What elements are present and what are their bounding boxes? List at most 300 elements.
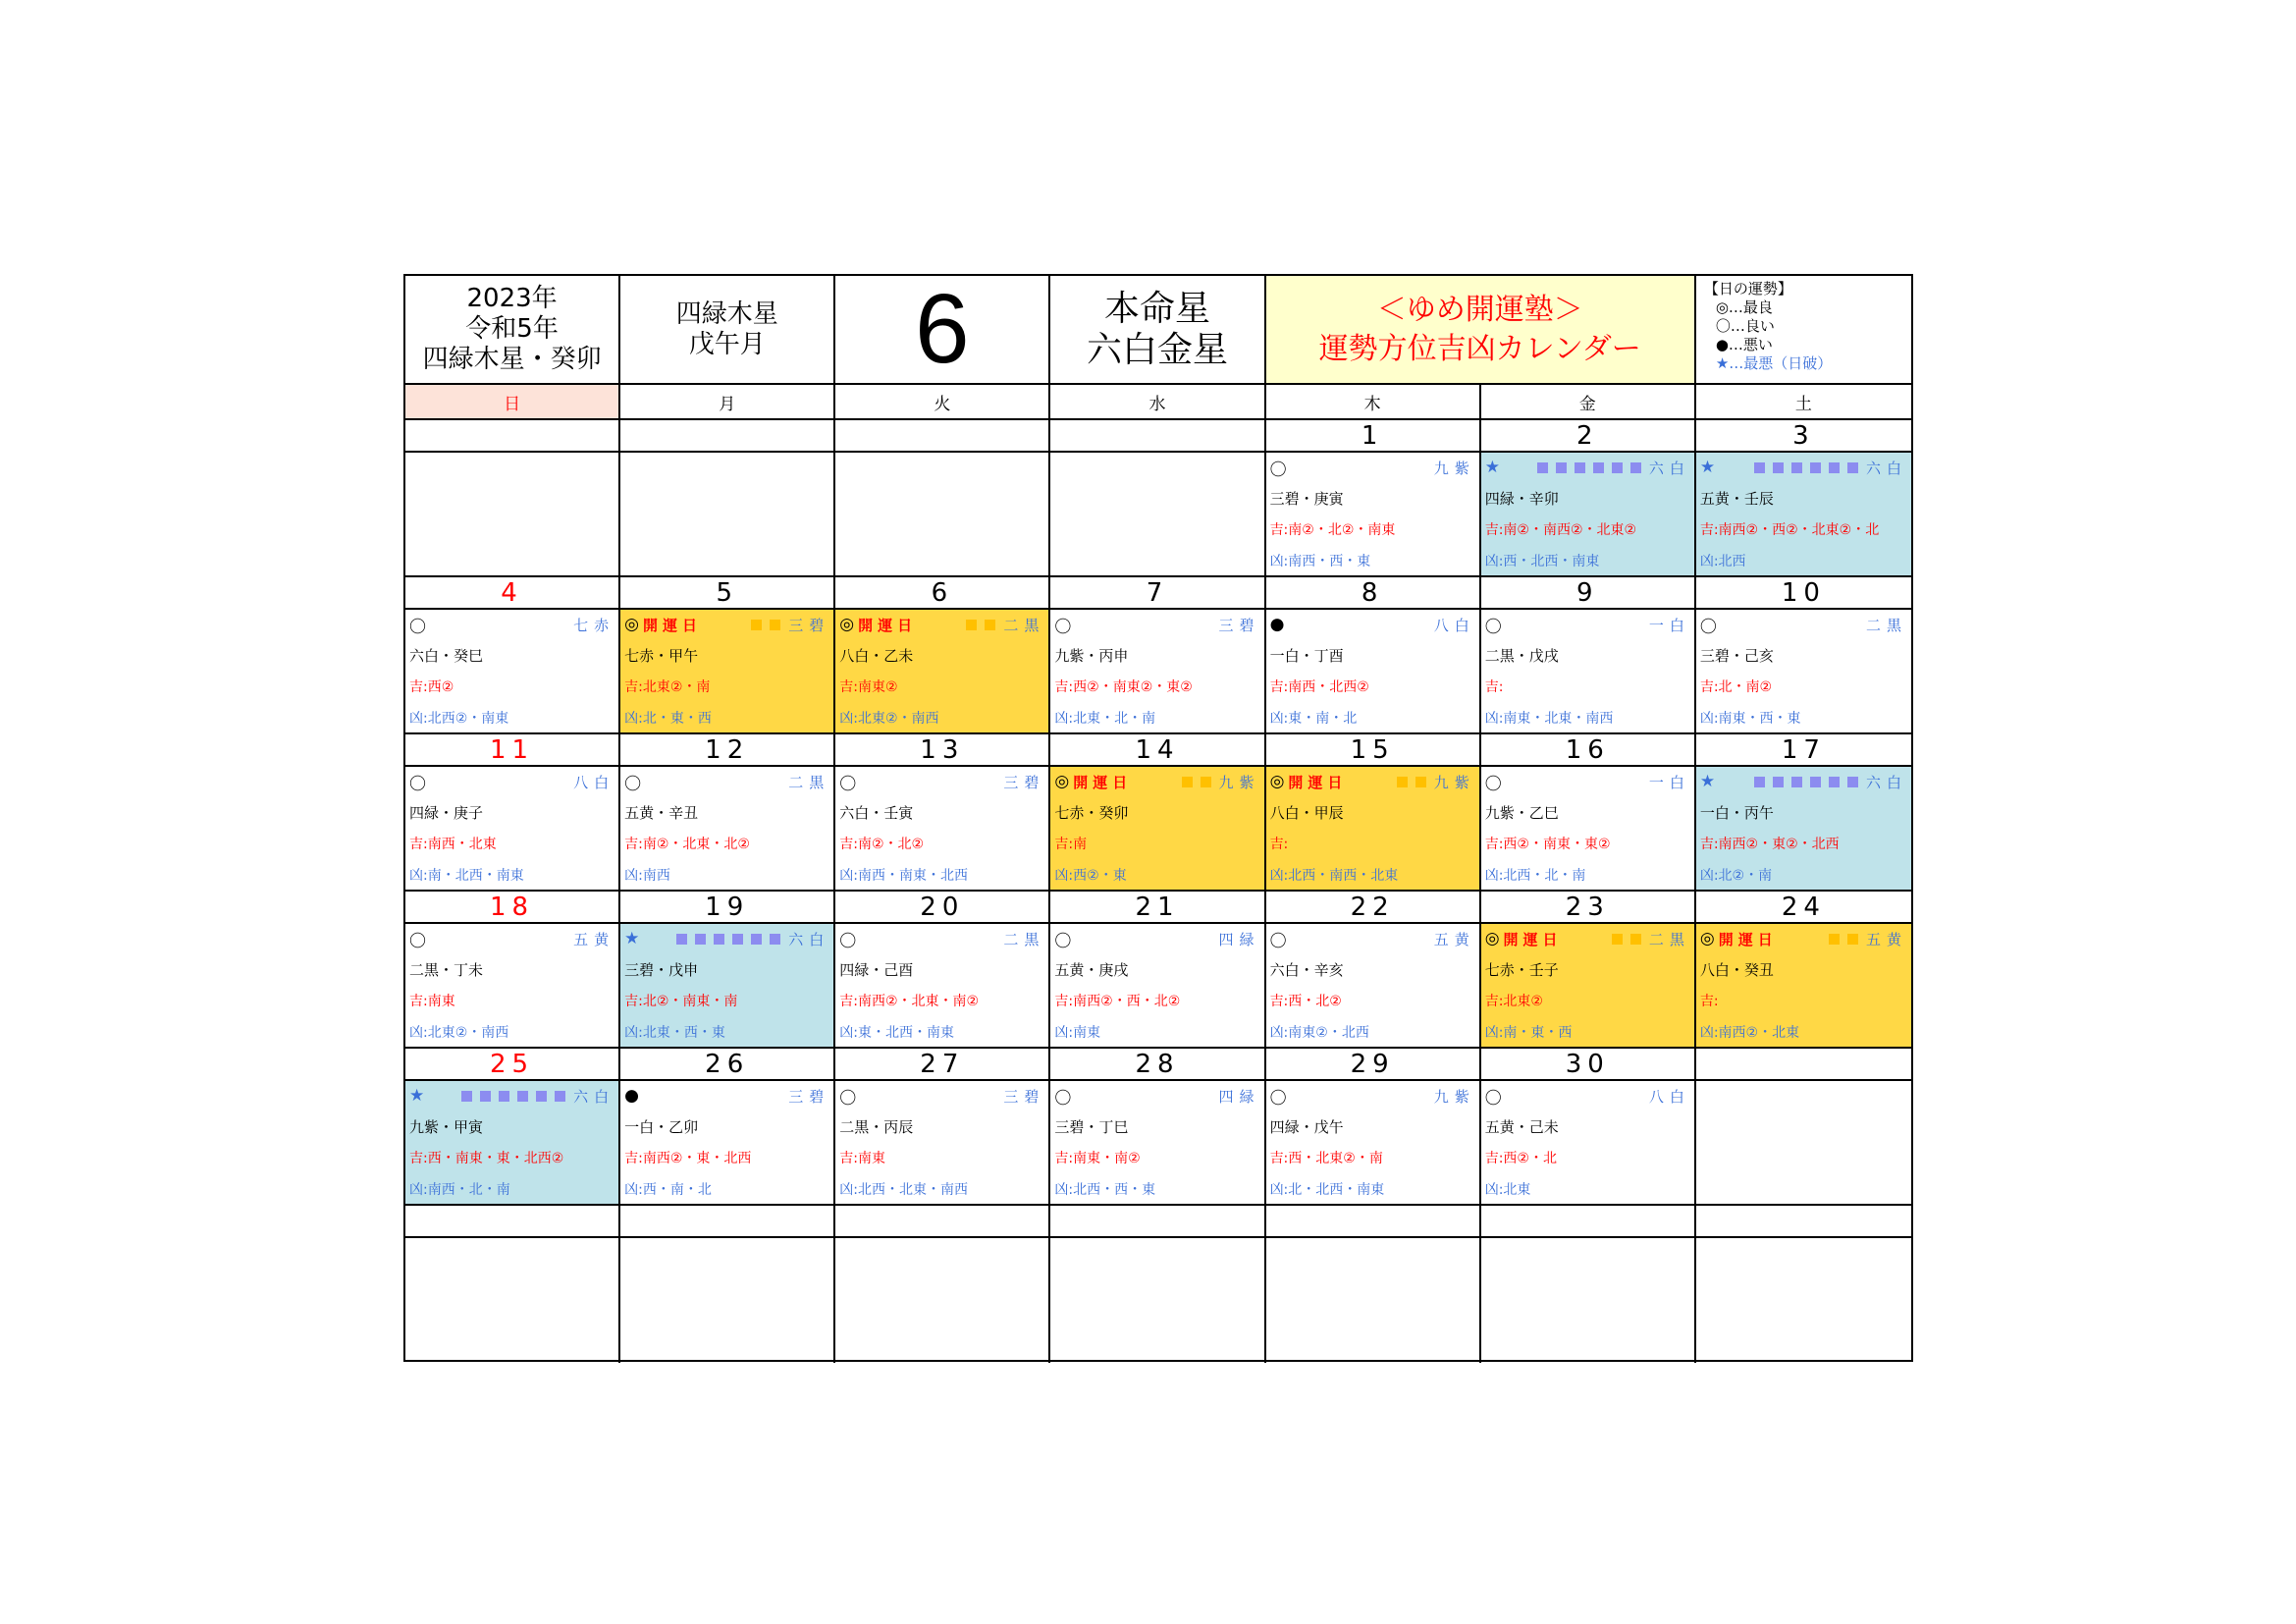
day-stem: 一白・丙午 (1699, 804, 1774, 822)
lucky-directions: 吉:南東 (409, 994, 455, 1009)
day-status-row (1700, 928, 1907, 949)
fortune-mark: 〇 (1054, 617, 1072, 637)
square-icon (1810, 777, 1821, 787)
day-cell[interactable] (620, 1081, 835, 1206)
fortune-mark: ● (624, 1086, 639, 1106)
empty-day-cell (1696, 1081, 1911, 1206)
date-number (1050, 1206, 1265, 1238)
day-status-row (839, 928, 1044, 949)
day-status-row (624, 771, 829, 792)
day-cell[interactable] (1481, 1081, 1696, 1206)
day-stem: 一白・丁酉 (1269, 647, 1344, 665)
square-icon (1754, 777, 1765, 787)
day-cell[interactable] (620, 610, 835, 734)
day-star: 六白 (788, 930, 830, 948)
legend-worst: ★…最悪（日破） (1715, 354, 1833, 372)
date-number: 14 (1050, 734, 1265, 767)
day-stem: 四緑・辛卯 (1484, 490, 1559, 508)
day-cell[interactable] (620, 924, 835, 1049)
day-star: 二黒 (1648, 930, 1690, 948)
day-cell[interactable] (1696, 767, 1911, 892)
day-status-row (1054, 1085, 1259, 1107)
unlucky-directions: 凶:北・北西・南東 (1269, 1182, 1385, 1198)
date-number: 2 (1481, 420, 1696, 453)
square-icon (1810, 462, 1821, 473)
date-number: 7 (1050, 577, 1265, 610)
day-star: 三碧 (788, 616, 830, 634)
fortune-mark: 〇 (1484, 617, 1502, 637)
date-number (1481, 1206, 1696, 1238)
day-stem: 三碧・庚寅 (1269, 490, 1344, 508)
day-cell[interactable] (1050, 1081, 1265, 1206)
lucky-directions: 吉:南西・北東 (409, 837, 497, 852)
empty-day-cell (620, 1238, 835, 1363)
lucky-directions: 吉:南 (1054, 837, 1088, 852)
fortune-mark: 〇 (409, 774, 426, 794)
day-status-row (1054, 614, 1259, 635)
square-icon (1847, 934, 1858, 945)
day-cell[interactable] (1481, 453, 1696, 577)
unlucky-directions: 凶:北西②・南東 (409, 711, 509, 727)
unlucky-directions: 凶:北西・南西・北東 (1269, 868, 1399, 884)
day-stem: 二黒・丁未 (409, 961, 484, 979)
nippa-squares (461, 1091, 565, 1102)
calendar-title (1266, 276, 1696, 385)
date-number (405, 420, 620, 453)
day-cell[interactable] (835, 1081, 1050, 1206)
day-star: 八白 (573, 773, 615, 791)
day-cell[interactable] (1050, 924, 1265, 1049)
lucky-directions: 吉: (1699, 994, 1719, 1009)
date-number: 22 (1266, 892, 1481, 924)
unlucky-directions: 凶:北西・北・南 (1484, 868, 1586, 884)
fortune-mark: 〇 (1054, 931, 1072, 951)
honmei-star: 六白金星 (1086, 329, 1228, 370)
unlucky-directions: 凶:南東②・北西 (1269, 1025, 1369, 1041)
kaiun-squares (751, 620, 780, 630)
day-cell[interactable] (1050, 610, 1265, 734)
day-star: 二黒 (1003, 616, 1045, 634)
day-stem: 二黒・戊戌 (1484, 647, 1559, 665)
day-status-row (839, 614, 1044, 635)
lucky-directions: 吉:南西②・東②・北西 (1699, 837, 1840, 852)
square-icon (985, 620, 995, 630)
day-star: 四緑 (1218, 930, 1260, 948)
day-stem: 五黄・辛丑 (624, 804, 699, 822)
lucky-directions: 吉:西・南東・東・北西② (409, 1151, 564, 1166)
square-icon (1773, 777, 1784, 787)
fortune-mark: ◎ (1054, 772, 1070, 791)
date-number (1266, 1206, 1481, 1238)
day-star: 三碧 (1003, 1087, 1045, 1106)
day-stem: 七赤・甲午 (624, 647, 699, 665)
day-cell[interactable] (1266, 1081, 1481, 1206)
legend-title: 【日の運勢】 (1703, 280, 1792, 298)
fortune-mark: 〇 (839, 931, 857, 951)
day-stem: 六白・壬寅 (839, 804, 914, 822)
lucky-directions: 吉:北東② (1484, 994, 1543, 1009)
square-icon (499, 1091, 509, 1102)
day-stem: 九紫・甲寅 (409, 1118, 484, 1136)
lucky-directions: 吉:南東 (839, 1151, 885, 1166)
day-stem: 三碧・戊申 (624, 961, 699, 979)
empty-day-cell (620, 453, 835, 577)
day-stem: 七赤・癸卯 (1054, 804, 1129, 822)
day-status-row (409, 928, 614, 949)
date-number: 23 (1481, 892, 1696, 924)
date-number (835, 1206, 1050, 1238)
empty-day-cell (1696, 1238, 1911, 1363)
calendar-grid (403, 274, 1913, 1362)
day-status-row (624, 614, 829, 635)
lucky-directions: 吉:南②・北②・南東 (1269, 522, 1396, 538)
date-number: 4 (405, 577, 620, 610)
month-star-header (620, 276, 835, 385)
day-star: 一白 (1648, 616, 1690, 634)
square-icon (1182, 777, 1193, 787)
day-star: 二黒 (788, 773, 830, 791)
day-status-row (409, 771, 614, 792)
unlucky-directions: 凶:北東②・南西 (839, 711, 939, 727)
title-main: 運勢方位吉凶カレンダー (1318, 331, 1641, 366)
fortune-mark: 〇 (409, 617, 426, 637)
weekday-header: 水 (1050, 385, 1265, 420)
day-cell[interactable] (1266, 767, 1481, 892)
unlucky-directions: 凶:西・南・北 (624, 1182, 712, 1198)
date-number: 28 (1050, 1049, 1265, 1081)
square-icon (676, 934, 687, 945)
day-stem: 九紫・丙申 (1054, 647, 1129, 665)
day-star: 五黄 (1433, 930, 1475, 948)
day-status-row (1054, 928, 1259, 949)
fortune-mark: ● (1269, 615, 1285, 634)
day-stem: 四緑・戊午 (1269, 1118, 1344, 1136)
square-icon (1593, 462, 1604, 473)
lucky-directions: 吉: (1484, 679, 1504, 695)
day-status-row (839, 1085, 1044, 1107)
month-star-line: 四緑木星 (675, 298, 778, 329)
lucky-directions: 吉:北東②・南 (624, 679, 711, 695)
day-stem: 六白・癸巳 (409, 647, 484, 665)
fortune-mark: ★ (409, 1086, 425, 1106)
lucky-directions: 吉:西②・北 (1484, 1151, 1557, 1166)
day-stem: 四緑・己酉 (839, 961, 914, 979)
lucky-directions: 吉:南西②・西・北② (1054, 994, 1181, 1009)
lucky-directions: 吉:南西・北西② (1269, 679, 1369, 695)
day-status-row (839, 771, 1044, 792)
lucky-directions: 吉:南西②・北東・南② (839, 994, 980, 1009)
unlucky-directions: 凶:北東 (1484, 1182, 1531, 1198)
day-cell[interactable] (835, 767, 1050, 892)
unlucky-directions: 凶:北西・北東・南西 (839, 1182, 968, 1198)
square-icon (1829, 462, 1840, 473)
day-status-row (1270, 1085, 1475, 1107)
year-header (405, 276, 620, 385)
unlucky-directions: 凶:東・北西・南東 (839, 1025, 954, 1041)
square-icon (1791, 462, 1802, 473)
date-number: 12 (620, 734, 835, 767)
lucky-directions: 吉:南東② (839, 679, 898, 695)
unlucky-directions: 凶:南・東・西 (1484, 1025, 1573, 1041)
square-icon (1791, 777, 1802, 787)
date-number: 18 (405, 892, 620, 924)
fortune-mark: ◎ (1269, 772, 1285, 791)
nippa-squares (1537, 462, 1641, 473)
lucky-directions: 吉: (1269, 837, 1289, 852)
fortune-mark: ★ (1699, 458, 1716, 477)
date-number: 11 (405, 734, 620, 767)
square-icon (770, 934, 780, 945)
lucky-directions: 吉:西②・南東・東② (1484, 837, 1611, 852)
nippa-squares (676, 934, 780, 945)
unlucky-directions: 凶:南・北西・南東 (409, 868, 524, 884)
unlucky-directions: 凶:西・北西・南東 (1484, 554, 1600, 569)
fortune-mark: 〇 (1699, 617, 1717, 637)
fortune-mark: 〇 (1269, 1088, 1287, 1109)
day-status-row (1485, 457, 1690, 478)
day-star: 六白 (1648, 459, 1690, 477)
day-star: 四緑 (1218, 1087, 1260, 1106)
day-star: 六白 (1865, 459, 1907, 477)
lucky-directions: 吉:南②・南西②・北東② (1484, 522, 1637, 538)
day-star: 九紫 (1218, 773, 1260, 791)
fortune-mark: 〇 (624, 774, 642, 794)
unlucky-directions: 凶:北西・西・東 (1054, 1182, 1156, 1198)
day-star: 五黄 (573, 930, 615, 948)
day-status-row (409, 614, 614, 635)
day-cell[interactable] (1050, 767, 1265, 892)
kaiun-day-label: 開運日 (1073, 773, 1133, 791)
unlucky-directions: 凶:南西 (624, 868, 670, 884)
empty-day-cell (1050, 453, 1265, 577)
day-cell[interactable] (835, 924, 1050, 1049)
square-icon (1537, 462, 1548, 473)
kaiun-day-label: 開運日 (642, 616, 702, 634)
year-line: 2023年 (466, 284, 558, 313)
legend-best: ◎…最良 (1715, 298, 1773, 316)
square-icon (1397, 777, 1408, 787)
empty-day-cell (835, 453, 1050, 577)
day-status-row (409, 1085, 614, 1107)
day-stem: 七赤・壬子 (1484, 961, 1559, 979)
day-cell[interactable] (405, 610, 620, 734)
day-cell[interactable] (405, 924, 620, 1049)
square-icon (1847, 777, 1858, 787)
day-status-row (1270, 771, 1475, 792)
lucky-directions: 吉:南西②・東・北西 (624, 1151, 752, 1166)
date-number: 30 (1481, 1049, 1696, 1081)
weekday-header: 日 (405, 385, 620, 420)
title-brand: ＜ゆめ開運塾＞ (1376, 292, 1583, 327)
unlucky-directions: 凶:南西・西・東 (1269, 554, 1371, 569)
era-line: 令和5年 (465, 314, 559, 344)
day-cell[interactable] (1266, 610, 1481, 734)
date-number: 26 (620, 1049, 835, 1081)
square-icon (555, 1091, 565, 1102)
date-number: 13 (835, 734, 1050, 767)
legend (1696, 276, 1911, 385)
date-number: 8 (1266, 577, 1481, 610)
square-icon (1415, 777, 1426, 787)
lucky-directions: 吉:北②・南東・南 (624, 994, 738, 1009)
date-number (1696, 1049, 1911, 1081)
square-icon (1575, 462, 1585, 473)
unlucky-directions: 凶:西②・東 (1054, 868, 1127, 884)
date-number: 9 (1481, 577, 1696, 610)
day-stem: 三碧・己亥 (1699, 647, 1774, 665)
day-cell[interactable] (1481, 610, 1696, 734)
unlucky-directions: 凶:北②・南 (1699, 868, 1773, 884)
date-number: 19 (620, 892, 835, 924)
weekday-header: 月 (620, 385, 835, 420)
fortune-mark: 〇 (839, 1088, 857, 1109)
date-number: 6 (835, 577, 1050, 610)
weekday-header: 金 (1481, 385, 1696, 420)
day-star: 七赤 (573, 616, 615, 634)
day-stem: 六白・辛亥 (1269, 961, 1344, 979)
day-star: 八白 (1433, 616, 1475, 634)
day-cell[interactable] (1696, 610, 1911, 734)
fortune-mark: ◎ (839, 615, 855, 634)
fortune-mark: 〇 (1269, 460, 1287, 480)
unlucky-directions: 凶:南西・北・南 (409, 1182, 510, 1198)
day-stem: 五黄・壬辰 (1699, 490, 1774, 508)
square-icon (536, 1091, 547, 1102)
day-status-row (1700, 771, 1907, 792)
fortune-mark: 〇 (1054, 1088, 1072, 1109)
square-icon (1829, 934, 1840, 945)
unlucky-directions: 凶:北西 (1699, 554, 1746, 569)
day-star: 六白 (1865, 773, 1907, 791)
date-number (1050, 420, 1265, 453)
date-number: 3 (1696, 420, 1911, 453)
unlucky-directions: 凶:北・東・西 (624, 711, 712, 727)
fortune-mark: ◎ (1699, 929, 1715, 948)
fortune-mark: ◎ (624, 615, 639, 634)
lucky-directions: 吉:西・北② (1269, 994, 1342, 1009)
day-cell[interactable] (405, 1081, 620, 1206)
fortune-mark: ◎ (1484, 929, 1500, 948)
date-number: 16 (1481, 734, 1696, 767)
day-cell[interactable] (620, 767, 835, 892)
unlucky-directions: 凶:南東・西・東 (1699, 711, 1801, 727)
date-number (835, 420, 1050, 453)
unlucky-directions: 凶:南東・北東・南西 (1484, 711, 1614, 727)
day-status-row (1700, 457, 1907, 478)
fortune-mark: 〇 (1484, 774, 1502, 794)
square-icon (1612, 934, 1623, 945)
lucky-directions: 吉:南西②・西②・北東②・北 (1699, 522, 1880, 538)
day-star: 九紫 (1433, 1087, 1475, 1106)
day-stem: 三碧・丁巳 (1054, 1118, 1129, 1136)
day-stem: 四緑・庚子 (409, 804, 484, 822)
date-number: 25 (405, 1049, 620, 1081)
fortune-mark: ★ (624, 929, 640, 948)
weekday-header: 土 (1696, 385, 1911, 420)
day-cell[interactable] (1481, 767, 1696, 892)
square-icon (714, 934, 724, 945)
day-status-row (624, 928, 829, 949)
legend-bad: ●…悪い (1715, 336, 1773, 353)
day-cell[interactable] (1481, 924, 1696, 1049)
square-icon (1754, 462, 1765, 473)
kaiun-squares (1397, 777, 1426, 787)
nippa-squares (1754, 462, 1858, 473)
square-icon (695, 934, 706, 945)
square-icon (751, 934, 762, 945)
square-icon (1773, 462, 1784, 473)
day-cell[interactable] (1696, 924, 1911, 1049)
day-star: 六白 (573, 1087, 615, 1106)
day-stem: 九紫・乙巳 (1484, 804, 1559, 822)
day-status-row (1485, 771, 1690, 792)
day-stem: 二黒・丙辰 (839, 1118, 914, 1136)
date-number (1696, 1206, 1911, 1238)
kaiun-day-label: 開運日 (858, 616, 918, 634)
kaiun-day-label: 開運日 (1288, 773, 1348, 791)
day-star: 八白 (1648, 1087, 1690, 1106)
day-cell[interactable] (1266, 453, 1481, 577)
date-number (620, 420, 835, 453)
lucky-directions: 吉:西・北東②・南 (1269, 1151, 1383, 1166)
kaiun-squares (1182, 777, 1211, 787)
day-star: 九紫 (1433, 459, 1475, 477)
legend-good: 〇…良い (1715, 317, 1775, 335)
day-cell[interactable] (405, 767, 620, 892)
day-star: 五黄 (1865, 930, 1907, 948)
day-star: 三碧 (1003, 773, 1045, 791)
nippa-squares (1754, 777, 1858, 787)
day-cell[interactable] (1696, 453, 1911, 577)
square-icon (1612, 462, 1623, 473)
square-icon (461, 1091, 472, 1102)
day-status-row (624, 1085, 829, 1107)
day-stem: 八白・乙未 (839, 647, 914, 665)
empty-day-cell (1050, 1238, 1265, 1363)
month-stem-line: 戊午月 (688, 329, 766, 359)
kaiun-squares (1612, 934, 1641, 945)
fortune-mark: 〇 (1484, 1088, 1502, 1109)
kaiun-squares (966, 620, 995, 630)
day-status-row (1485, 928, 1690, 949)
honmei-label: 本命星 (1103, 288, 1210, 329)
lucky-directions: 吉:西②・南東②・東② (1054, 679, 1193, 695)
date-number (620, 1206, 835, 1238)
day-stem: 五黄・己未 (1484, 1118, 1559, 1136)
empty-day-cell (1481, 1238, 1696, 1363)
day-stem: 一白・乙卯 (624, 1118, 699, 1136)
day-star: 三碧 (1218, 616, 1260, 634)
date-number: 10 (1696, 577, 1911, 610)
day-stem: 八白・甲辰 (1269, 804, 1344, 822)
date-number: 21 (1050, 892, 1265, 924)
day-cell[interactable] (1266, 924, 1481, 1049)
fortune-mark: 〇 (1269, 931, 1287, 951)
square-icon (1201, 777, 1211, 787)
day-status-row (1270, 457, 1475, 478)
unlucky-directions: 凶:南西・南東・北西 (839, 868, 968, 884)
square-icon (1829, 777, 1840, 787)
lucky-directions: 吉:北・南② (1699, 679, 1773, 695)
day-status-row (1700, 614, 1907, 635)
day-star: 二黒 (1003, 930, 1045, 948)
unlucky-directions: 凶:南東 (1054, 1025, 1101, 1041)
day-cell[interactable] (835, 610, 1050, 734)
date-number: 29 (1266, 1049, 1481, 1081)
empty-day-cell (1266, 1238, 1481, 1363)
unlucky-directions: 凶:南西②・北東 (1699, 1025, 1800, 1041)
month-number: 6 (835, 276, 1050, 385)
